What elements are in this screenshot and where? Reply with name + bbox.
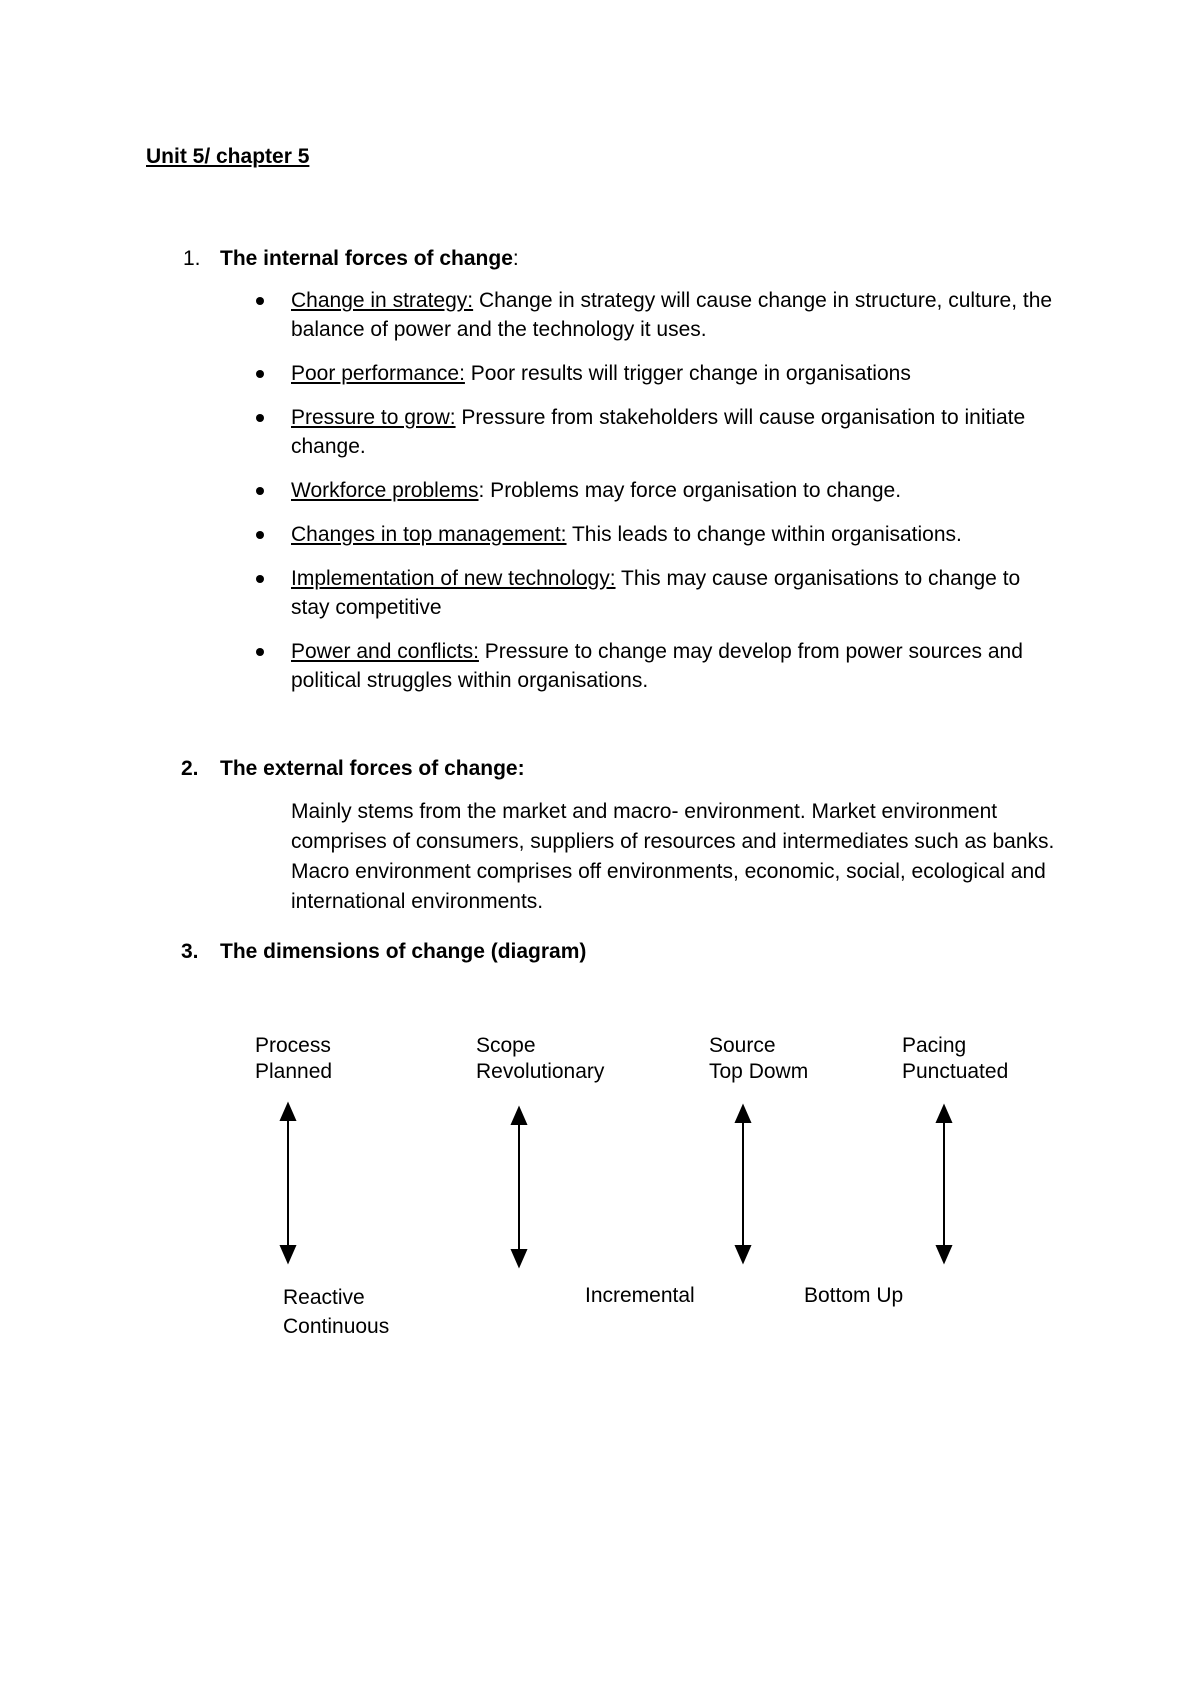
diagram-label-process: [255, 1033, 332, 1085]
arrow-head-down-icon: [937, 1246, 951, 1262]
list-item: [250, 359, 1060, 388]
list-item: [250, 637, 1060, 695]
list-item: [250, 520, 1060, 549]
list-item: [250, 564, 1060, 622]
arrow-head-down-icon: [736, 1246, 750, 1262]
arrow-head-up-icon: [281, 1104, 295, 1120]
section-1-title-colon: :: [512, 247, 519, 270]
bullet-icon: [256, 487, 264, 495]
arrow-head-up-icon: [937, 1106, 951, 1122]
double-arrow-scope: [512, 1108, 526, 1266]
diagram-label-source: [709, 1033, 808, 1085]
item-term: Changes in top management:: [291, 523, 567, 546]
internal-forces-list: [250, 286, 1060, 710]
document-title: Unit 5/ chapter 5: [146, 145, 310, 168]
item-text: This may cause organisations to change to stay competitive: [291, 567, 1021, 619]
diagram-label-reactive: [283, 1283, 389, 1341]
item-term: Power and conflicts:: [291, 640, 479, 663]
diagram-label-line: Process: [255, 1034, 331, 1057]
arrow-head-down-icon: [512, 1250, 526, 1266]
item-term: Workforce problems: [291, 479, 479, 502]
bullet-icon: [256, 575, 264, 583]
arrow-head-up-icon: [512, 1108, 526, 1124]
diagram-label-line: Continuous: [283, 1315, 390, 1338]
item-text: This leads to change within organisations.: [566, 523, 962, 546]
diagram-label-line: Planned: [255, 1060, 333, 1083]
bullet-icon: [256, 414, 264, 422]
bullet-icon: [256, 648, 264, 656]
double-arrow-source: [736, 1106, 750, 1262]
bullet-icon: [256, 531, 264, 539]
diagram-label-line: Revolutionary: [476, 1060, 605, 1083]
item-term: Pressure to grow:: [291, 406, 456, 429]
list-item: [250, 403, 1060, 461]
item-term: Poor performance:: [291, 362, 465, 385]
diagram-label-pacing: [902, 1033, 1008, 1085]
double-arrow-pacing: [937, 1106, 951, 1262]
item-text: Change in strategy will cause change in structure, culture, the balance of power and the technology it uses.: [291, 289, 1053, 341]
diagram-label-line: Source: [709, 1034, 776, 1057]
double-arrow-process: [281, 1104, 295, 1262]
external-forces-paragraph: Mainly stems from the market and macro- environment. Market environment comprises of consumers, suppliers of resources and intermediates such as banks. Macro environment comprises off environments, economic, social, ecological and international environments.: [291, 800, 1055, 913]
diagram-label-line: Pacing: [902, 1034, 967, 1057]
item-text: : Problems may force organisation to change.: [478, 479, 902, 502]
diagram-label-line: Scope: [476, 1034, 536, 1057]
diagram-label-incremental: Incremental: [585, 1284, 695, 1307]
item-text: Pressure to change may develop from power sources and political struggles within organisations.: [291, 640, 1023, 692]
section-1-number: 1.: [183, 247, 201, 270]
diagram-label-scope: [476, 1033, 604, 1085]
section-1-heading: [220, 247, 519, 271]
item-term: Change in strategy:: [291, 289, 474, 312]
bullet-icon: [256, 297, 264, 305]
arrow-head-up-icon: [736, 1106, 750, 1122]
section-3-number: 3.: [181, 940, 199, 963]
bullet-icon: [256, 370, 264, 378]
arrow-head-down-icon: [281, 1246, 295, 1262]
section-1-title: The internal forces of change: [220, 247, 513, 270]
item-term: Implementation of new technology:: [291, 567, 616, 590]
section-3-title: The dimensions of change (diagram): [220, 940, 587, 963]
section-2-title: The external forces of change:: [220, 757, 525, 780]
diagram-label-line: Punctuated: [902, 1060, 1009, 1083]
list-item: [250, 286, 1060, 344]
diagram-label-line: Top Dowm: [709, 1060, 809, 1083]
item-text: Poor results will trigger change in organisations: [464, 362, 911, 385]
diagram-label-bottom-up: Bottom Up: [804, 1284, 904, 1307]
item-text: Pressure from stakeholders will cause organisation to initiate change.: [291, 406, 1026, 458]
diagram-label-line: Reactive: [283, 1286, 365, 1309]
section-2-number: 2.: [181, 757, 199, 780]
list-item: [250, 476, 1060, 505]
